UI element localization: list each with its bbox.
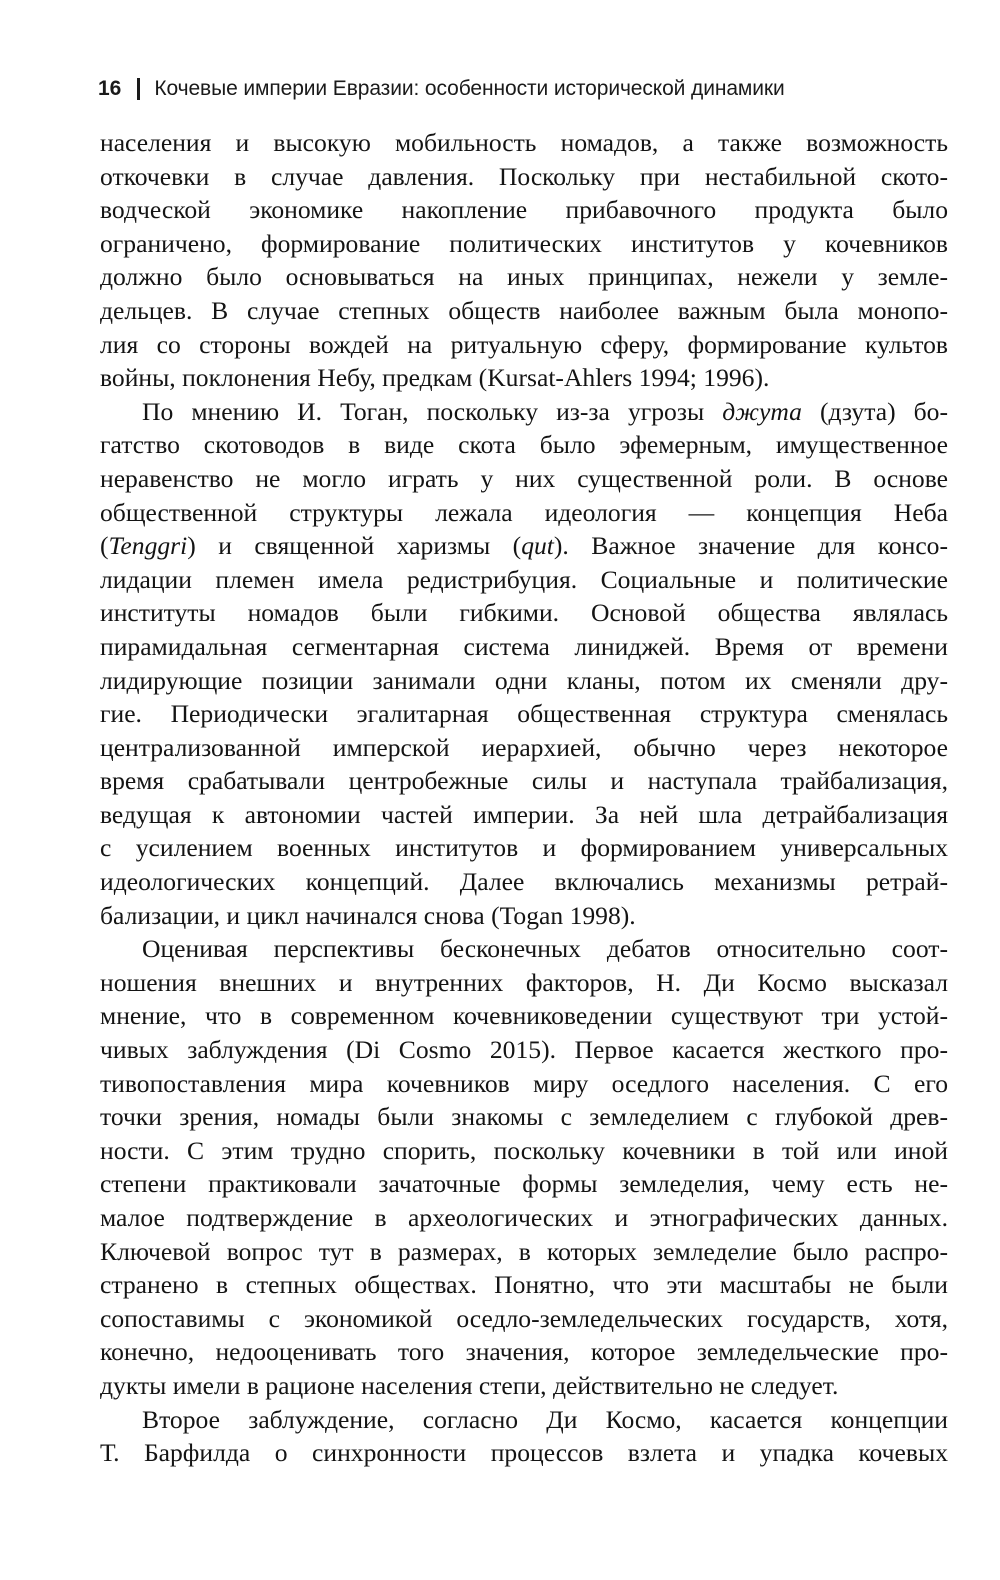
paragraph-3: [100, 932, 948, 1402]
text-line: Оценивая перспективы бесконечных дебатов относительно соот-: [142, 934, 948, 964]
text-line: точки зрения, номады были знакомы с земледелием с глубокой древ-: [100, 1102, 948, 1132]
text-line: Второе заблуждение, согласно Ди Космо, касается концепции: [142, 1404, 948, 1434]
text-line: мнение, что в современном кочевниковедении существуют три устой-: [100, 1001, 948, 1031]
text-line: время срабатывали центробежные силы и наступала трайбализация,: [100, 766, 948, 796]
paragraph-4: [100, 1403, 948, 1470]
text-line: институты номадов были гибкими. Основой общества являлась: [100, 598, 948, 628]
text-line: лидации племен имела редистрибуция. Социальные и политические: [100, 564, 948, 594]
text-line: откочевки в случае давления. Поскольку при нестабильной ското-: [100, 161, 948, 191]
text-line: (Tenggri) и священной харизмы (qut). Важное значение для консо-: [100, 531, 949, 561]
text-line: дукты имели в рационе населения степи, действительно не следует.: [100, 1370, 839, 1400]
text-line: населения и высокую мобильность номадов, а также возможность: [100, 128, 948, 157]
text-line: малое подтверждение в археологических и этнографических данных.: [100, 1203, 948, 1232]
text-line: сопоставимы с экономикой оседло-земледельческих государств, хотя,: [100, 1303, 948, 1333]
running-title: Кочевые империи Евразии: особенности исторической динамики: [154, 77, 785, 100]
text-line: гие. Периодически эгалитарная общественная структура сменялась: [100, 699, 948, 729]
text-line: лия со стороны вождей на ритуальную сферу, формирование культов: [100, 329, 948, 359]
text-line: централизованной имперской иерархией, обычно через некоторое: [100, 732, 948, 762]
text-line: с усилением военных институтов и формированием универсальных: [100, 833, 948, 863]
text-line: войны, поклонения Небу, предкам (Kursat-Ahlers 1994; 1996).: [100, 363, 770, 393]
text-line: дельцев. В случае степных обществ наиболее важным была монопо-: [100, 295, 948, 325]
text-line: гатство скотоводов в виде скота было эфемерным, имущественное: [100, 430, 948, 460]
text-line: конечно, недооценивать того значения, которое земледельческие про-: [100, 1337, 948, 1367]
text-line: По мнению И. Тоган, поскольку из-за угрозы джута (дзута) бо-: [142, 396, 948, 426]
text-line: странено в степных обществах. Понятно, что эти масштабы не были: [100, 1270, 948, 1300]
italic-term: Tenggri: [108, 531, 188, 561]
body-text: [100, 126, 948, 1470]
text-line: пирамидальная сегментарная система линиджей. Время от времени: [100, 631, 948, 661]
text-line: лидирующие позиции занимали одни кланы, потом их сменяли дру-: [100, 665, 948, 695]
running-header: [98, 72, 948, 106]
text-line: бализации, и цикл начинался снова (Togan 1998).: [100, 900, 636, 930]
text-line: ограничено, формирование политических институтов у кочевников: [100, 228, 948, 258]
paragraph-2: [100, 395, 948, 933]
italic-term: джута: [722, 396, 802, 426]
text-line: ношения внешних и внутренних факторов, Н. Ди Космо высказал: [100, 967, 948, 997]
page-number: 16: [98, 77, 122, 100]
text-line: Т. Барфилда о синхронности процессов взлета и упадка кочевых: [100, 1438, 948, 1468]
italic-term: qut: [521, 531, 554, 561]
text-line: водческой экономике накопление прибавочного продукта было: [100, 195, 948, 225]
text-line: чивых заблуждения (Di Cosmo 2015). Первое касается жесткого про-: [100, 1035, 948, 1065]
text-line: ности. С этим трудно спорить, поскольку кочевники в той или иной: [100, 1135, 948, 1165]
text-line: идеологических концепций. Далее включались механизмы ретрай-: [100, 867, 948, 897]
text-line: общественной структуры лежала идеология — концепция Неба: [100, 497, 948, 527]
text-line: ведущая к автономии частей империи. За ней шла детрайбализация: [100, 799, 948, 829]
header-separator: [137, 78, 140, 100]
text-line: тивопоставления мира кочевников миру оседлого населения. С его: [100, 1068, 948, 1098]
text-line: должно было основываться на иных принципах, нежели у земле-: [100, 262, 948, 292]
text-line: степени практиковали зачаточные формы земледелия, чему есть не-: [100, 1169, 948, 1199]
text-line: неравенство не могло играть у них существенной роли. В основе: [100, 463, 948, 493]
paragraph-1: [100, 126, 948, 395]
text-line: Ключевой вопрос тут в размерах, в которых земледелие было распро-: [100, 1236, 948, 1266]
